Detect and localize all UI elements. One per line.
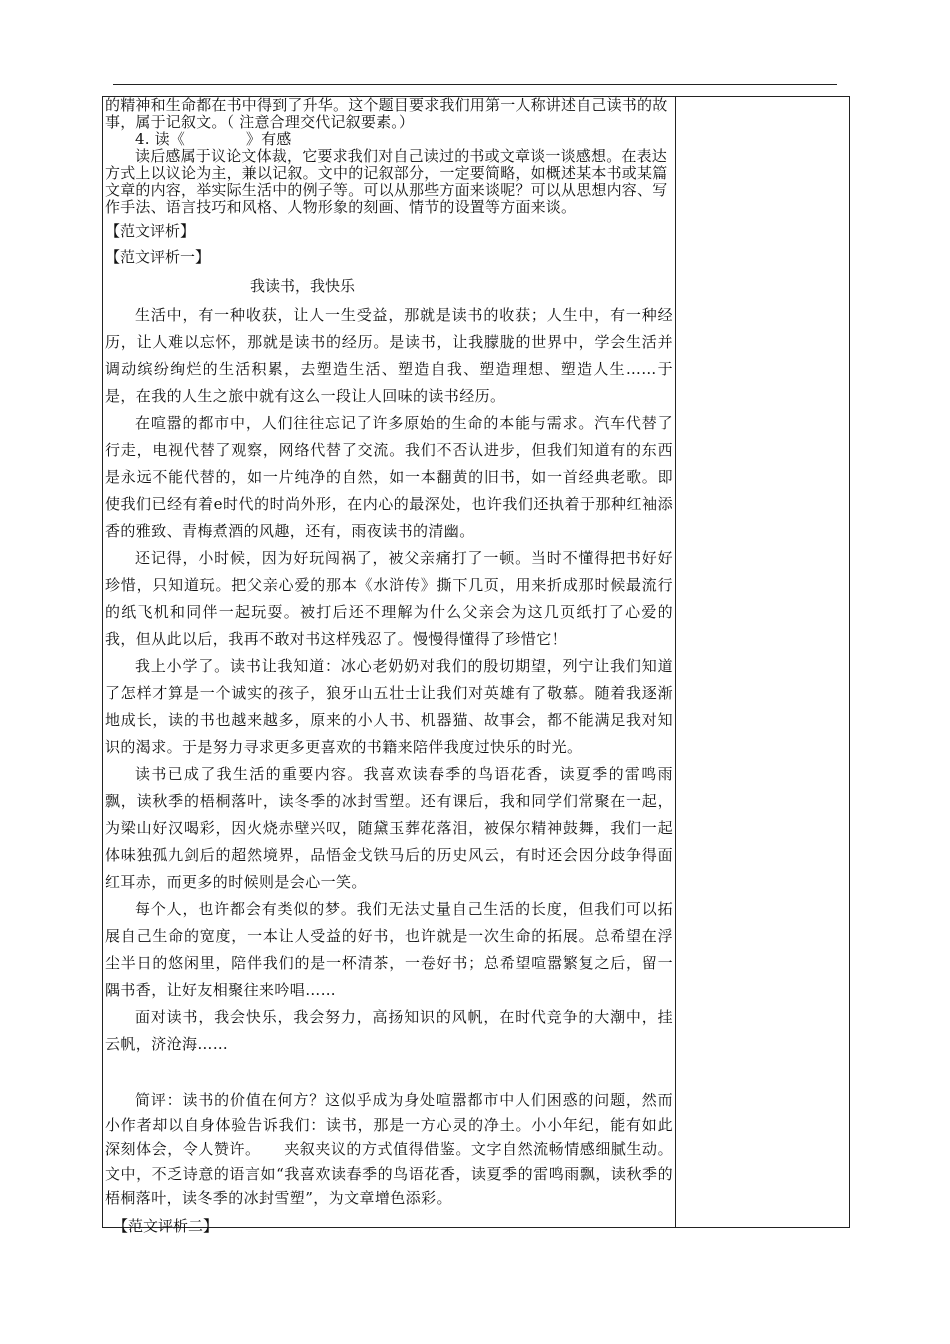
header-rule [113, 84, 837, 85]
essay-paragraph: 在喧嚣的都市中，人们往往忘记了许多原始的生命的本能与需求。汽车代替了行走，电视代替了观察，网络代替了交流。我们不否认进步，但我们知道有的东西是永远不能代替的，如一片纯净的自然，如一本翻黄的旧书，如一首经典老歌。即使我们已经有着e时代的时尚外形，在内心的最深处，也许我们还执着于那种红袖添香的雅致、青梅煮酒的风趣，还有，雨夜读书的清幽。 [105, 414, 673, 540]
essay-paragraph: 我上小学了。读书让我知道：冰心老奶奶对我们的殷切期望，列宁让我们知道了怎样才算是一个诚实的孩子，狼牙山五壮士让我们对英雄有了敬慕。随着我逐渐地成长，读的书也越来越多，原来的小人书、机器猫、故事会，都不能满足我对知识的渴求。于是努力寻求更多更喜欢的书籍来陪伴我度过快乐的时光。 [105, 657, 673, 756]
guidance-continuation: 的精神和生命都在书中得到了升华。这个题目要求我们用第一人称讲述自己读书的故事，属于记叙文。（ 注意合理交代记叙要素。） [105, 96, 668, 131]
notes-cell [676, 97, 849, 1227]
model-one-label: 【范文评析一】 [105, 248, 211, 266]
essay-paragraph: 每个人，也许都会有类似的梦。我们无法丈量自己生活的长度，但我们可以拓展自己生命的宽度，一本让人受益的好书，也许就是一次生命的拓展。总希望在浮尘半日的悠闲里，陪伴我们的是一杯清茶，一卷好书；总希望喧嚣繁复之后，留一隅书香，让好友相聚往来吟唱…… [105, 900, 673, 999]
brief-comment [105, 1088, 673, 1211]
essay-paragraph: 生活中，有一种收获，让人一生受益，那就是读书的收获；人生中，有一种经历，让人难以忘怀，那就是读书的经历。是读书，让我朦胧的世界中，学会生活并调动缤纷绚烂的生活积累，去塑造生活、塑造自我、塑造理想、塑造人生……于是，在我的人生之旅中就有这么一段让人回味的读书经历。 [105, 306, 673, 405]
essay-body [105, 302, 673, 1058]
essay-paragraph: 还记得，小时候，因为好玩闯祸了，被父亲痛打了一顿。当时不懂得把书好好珍惜，只知道玩。把父亲心爱的那本《水浒传》撕下几页，用来折成那时候最流行的纸飞机和同伴一起玩耍。被打后还不理解为什么父亲会为这几页纸打了心爱的我，但从此以后，我再不敢对书这样残忍了。慢慢得懂得了珍惜它！ [105, 549, 673, 648]
writing-guidance [105, 97, 673, 216]
model-two-label: 【范文评析二】 [113, 1216, 219, 1235]
main-cell [105, 97, 673, 1237]
content-table [102, 96, 850, 1235]
essay-paragraph: 面对读书，我会快乐，我会努力，高扬知识的风帆，在时代竞争的大潮中，挂云帆，济沧海…… [105, 1008, 673, 1053]
essay-paragraph: 读书已成了我生活的重要内容。我喜欢读春季的鸟语花香，读夏季的雷鸣雨飘，读秋季的梧桐落叶，读冬季的冰封雪塑。还有课后，我和同学们常聚在一起，为梁山好汉喝彩，因火烧赤壁兴叹，随黛玉葬花落泪，被保尔精神鼓舞，我们一起体味独孤九剑后的超然境界，品悟金戈铁马后的历史风云，有时还会因分歧争得面红耳赤，而更多的时候则是会心一笑。 [105, 765, 673, 891]
comment-text: 简评：读书的价值在何方？这似乎成为身处喧嚣都市中人们困惑的问题，然而小作者却以自身体验告诉我们：读书，那是一方心灵的净土。小小年纪，能有如此深刻体会，令人赞许。 夹叙夹议的方式值得借鉴。文字自然流畅情感细腻生动。文中，不乏诗意的语言如“我喜欢读春季的鸟语花香，读夏季的雷鸣雨飘，读秋季的梧桐落叶，读冬季的冰封雪塑”，为文章增色添彩。 [105, 1091, 673, 1207]
essay-title: 我读书，我快乐 [250, 277, 356, 295]
item-4-heading: 4. 读《 》有感 [135, 130, 292, 148]
item-4-body: 读后感属于议论文体裁，它要求我们对自己读过的书或文章谈一谈感想。在表达方式上以议论为主，兼以记叙。文中的记叙部分，一定要简略，如概述某本书或某篇文章的内容，举实际生活中的例子等。可以从那些方面来谈呢？可以从思想内容、写作手法、语言技巧和风格、人物形象的刻画、情节的设置等方面来谈。 [105, 147, 668, 216]
model-analysis-label: 【范文评析】 [105, 222, 196, 240]
blank-spacer [105, 1058, 673, 1088]
